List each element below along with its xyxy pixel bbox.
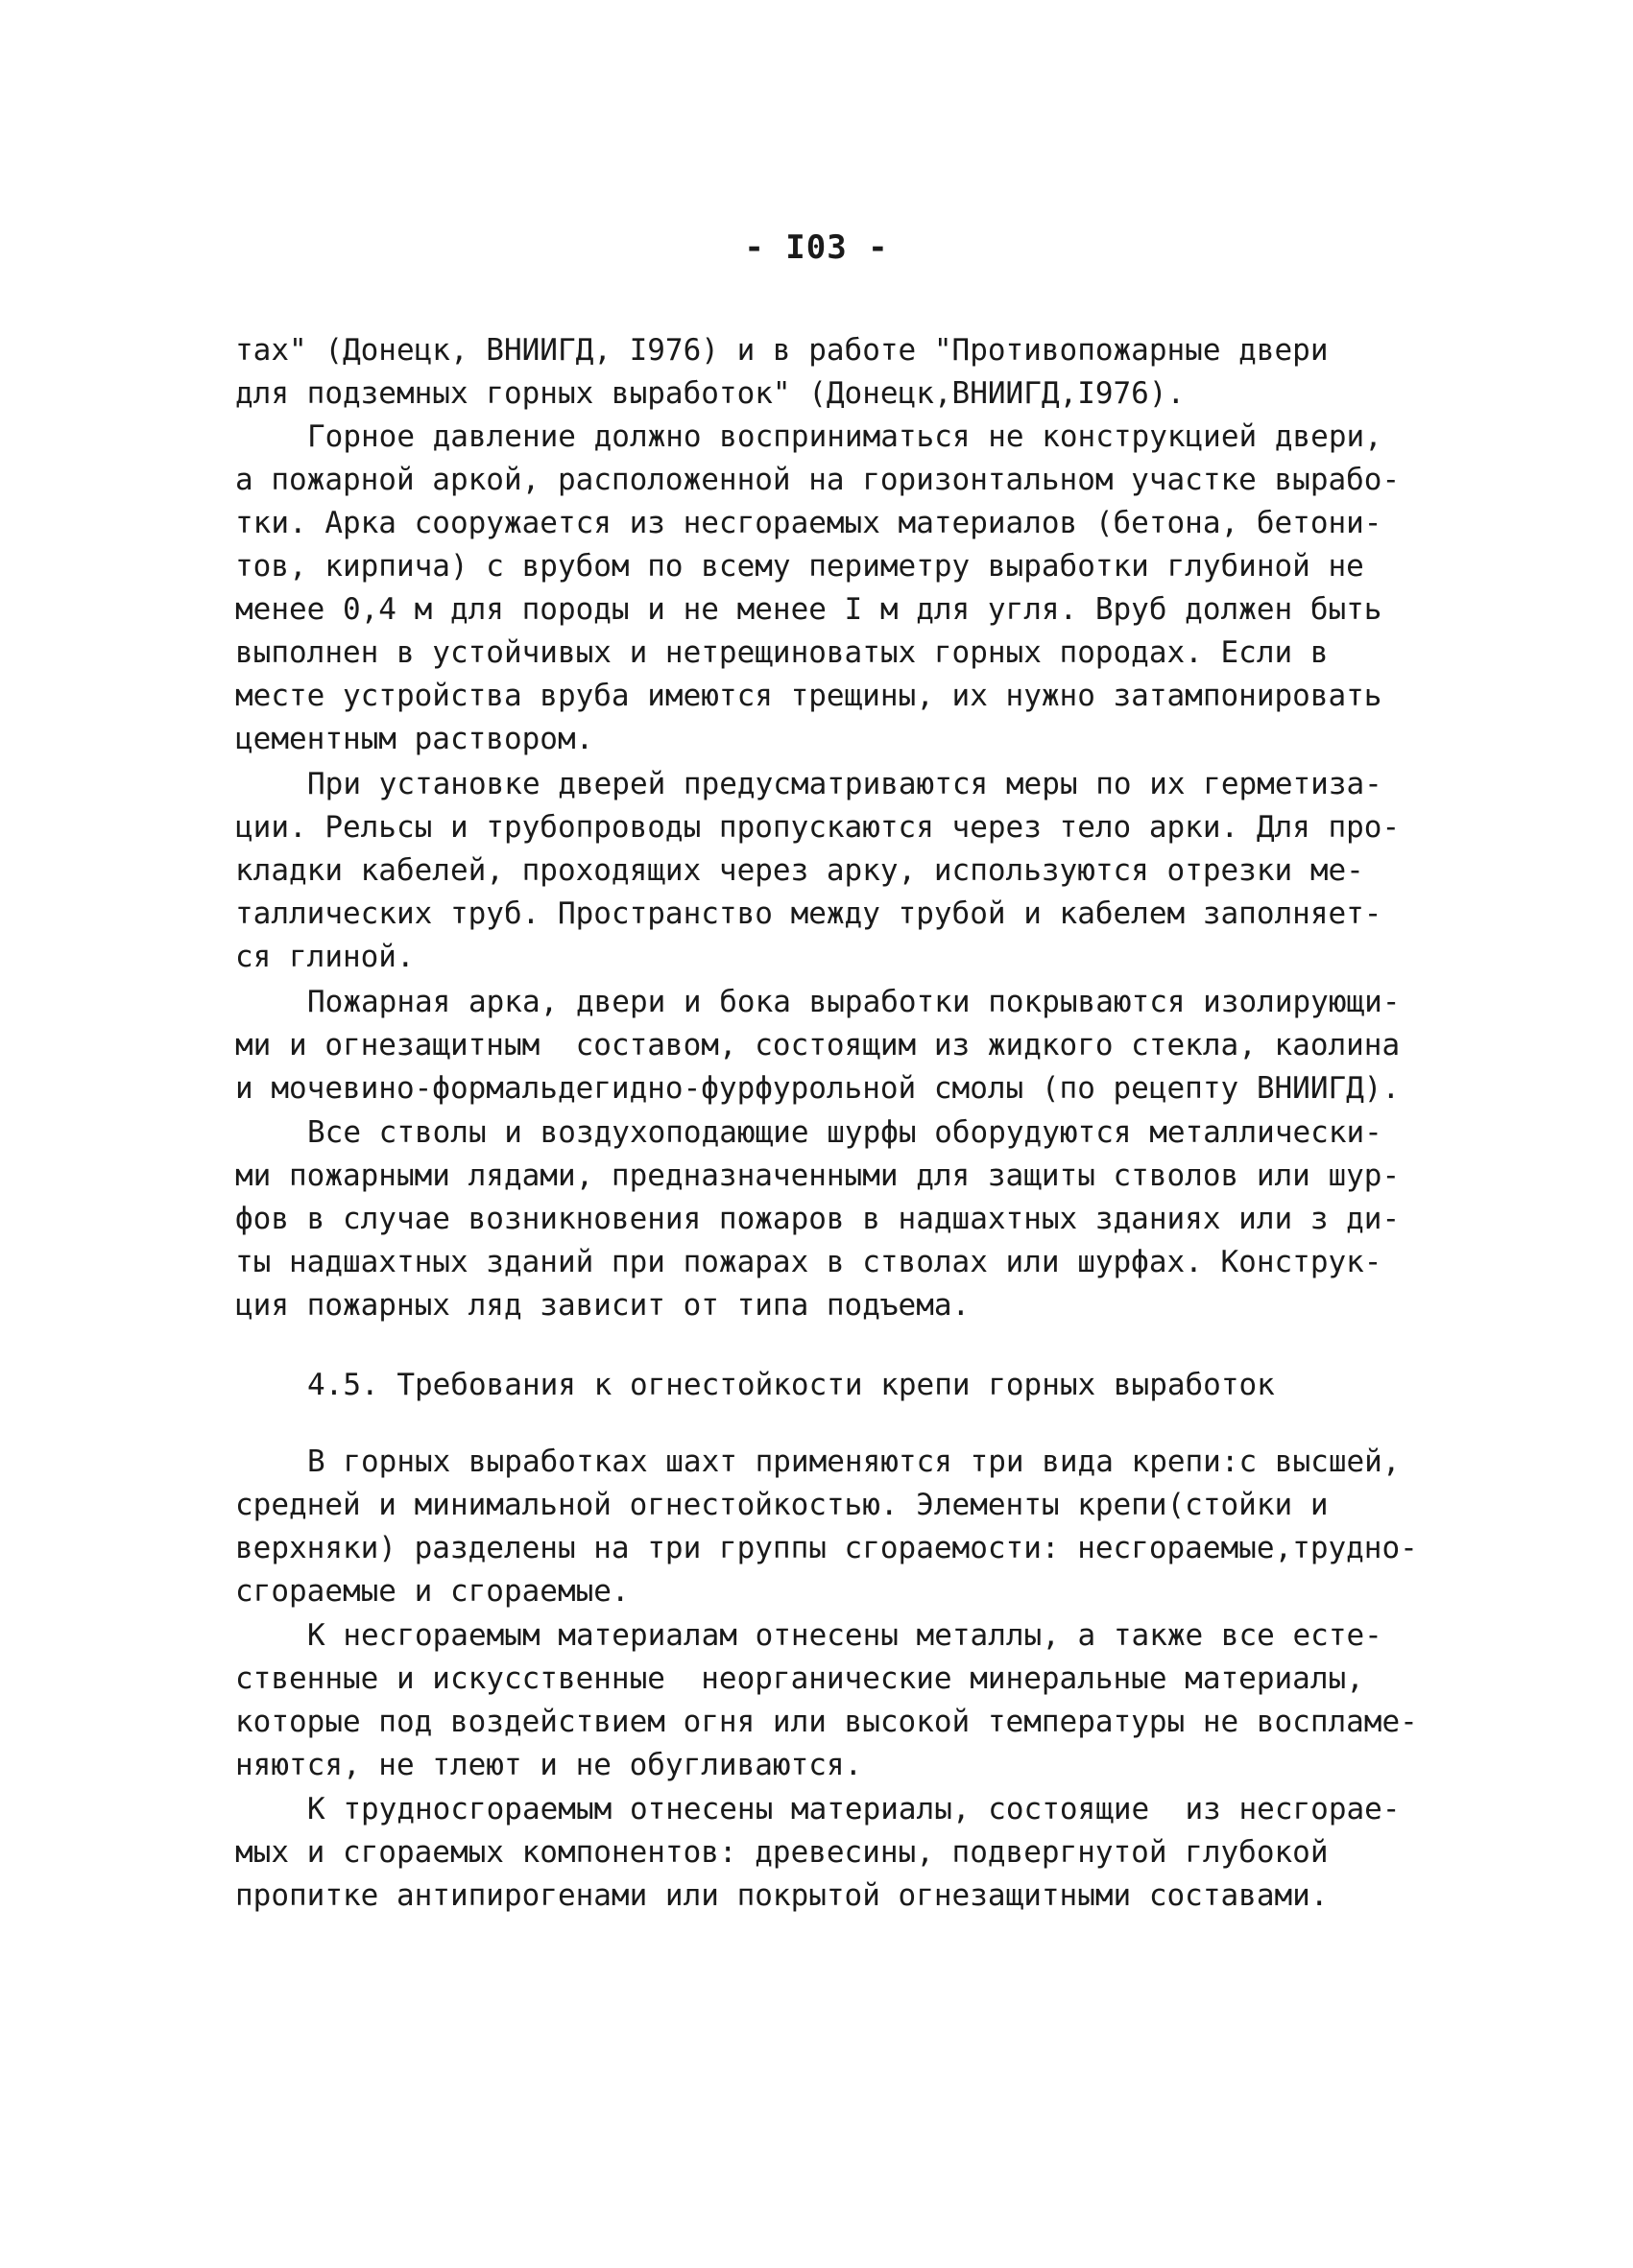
text-line: таллических труб. Пространство между трубой и кабелем заполняет- [235, 896, 1382, 931]
text-line: К несгораемым материалам отнесены металлы, а также все есте- [307, 1618, 1382, 1653]
text-line: которые под воздействием огня или высокой температуры не воспламе- [235, 1705, 1418, 1739]
text-line: выполнен в устойчивых и нетрещиноватых горных породах. Если в [235, 635, 1329, 670]
text-line: средней и минимальной огнестойкостью. Элементы крепи(стойки и [235, 1488, 1329, 1522]
text-line: сгораемые и сгораемые. [235, 1574, 630, 1609]
text-line: и мочевино-формальдегидно-фурфурольной смолы (по рецепту ВНИИГД). [235, 1071, 1401, 1106]
text-line: Все стволы и воздухоподающие шурфы оборудуются металлически- [307, 1115, 1382, 1150]
text-line: менее 0,4 м для породы и не менее I м для угля. Вруб должен быть [235, 592, 1382, 627]
text-line: При установке дверей предусматриваются меры по их герметиза- [307, 767, 1382, 801]
text-line: мых и сгораемых компонентов: древесины, подвергнутой глубокой [235, 1835, 1329, 1870]
text-line: тах" (Донецк, ВНИИГД, I976) и в работе "Противопожарные двери [235, 333, 1329, 368]
text-line: Пожарная арка, двери и бока выработки покрываются изолирующи- [307, 985, 1401, 1019]
text-line: ми и огнезащитным составом, состоящим из жидкого стекла, каолина [235, 1028, 1401, 1062]
page-number: - I03 - [744, 228, 889, 267]
text-line: тов, кирпича) с врубом по всему периметру выработки глубиной не [235, 549, 1364, 584]
text-line: ственные и искусственные неорганические минеральные материалы, [235, 1661, 1364, 1696]
text-line: Горное давление должно восприниматься не конструкцией двери, [307, 419, 1382, 454]
text-line: тки. Арка сооружается из несгораемых материалов (бетона, бетони- [235, 506, 1382, 540]
text-line: месте устройства вруба имеются трещины, их нужно затампонировать [235, 679, 1382, 713]
text-line: пропитке антипирогенами или покрытой огнезащитными составами. [235, 1878, 1329, 1913]
text-line: а пожарной аркой, расположенной на горизонтальном участке вырабо- [235, 463, 1401, 497]
text-line: ции. Рельсы и трубопроводы пропускаются через тело арки. Для про- [235, 810, 1401, 845]
text-line: фов в случае возникновения пожаров в надшахтных зданиях или з ди- [235, 1202, 1401, 1236]
text-line: ты надшахтных зданий при пожарах в стволах или шурфах. Конструк- [235, 1245, 1382, 1279]
text-line: В горных выработках шахт применяются три вида крепи:с высшей, [307, 1444, 1401, 1479]
text-line: няются, не тлеют и не обугливаются. [235, 1748, 863, 1782]
text-line: ция пожарных ляд зависит от типа подъема. [235, 1288, 971, 1323]
text-line: ми пожарными лядами, предназначенными для защиты стволов или шур- [235, 1158, 1401, 1193]
text-line: для подземных горных выработок" (Донецк,ВНИИГД,I976). [235, 376, 1186, 411]
text-line: верхняки) разделены на три группы сгораемости: несгораемые,трудно- [235, 1531, 1418, 1565]
text-line: цементным раствором. [235, 722, 594, 756]
text-line: кладки кабелей, проходящих через арку, используются отрезки ме- [235, 853, 1364, 888]
text-line: ся глиной. [235, 940, 415, 974]
section-heading: 4.5. Требования к огнестойкости крепи горных выработок [307, 1368, 1275, 1402]
text-line: К трудносгораемым отнесены материалы, состоящие из несгорае- [307, 1792, 1401, 1826]
